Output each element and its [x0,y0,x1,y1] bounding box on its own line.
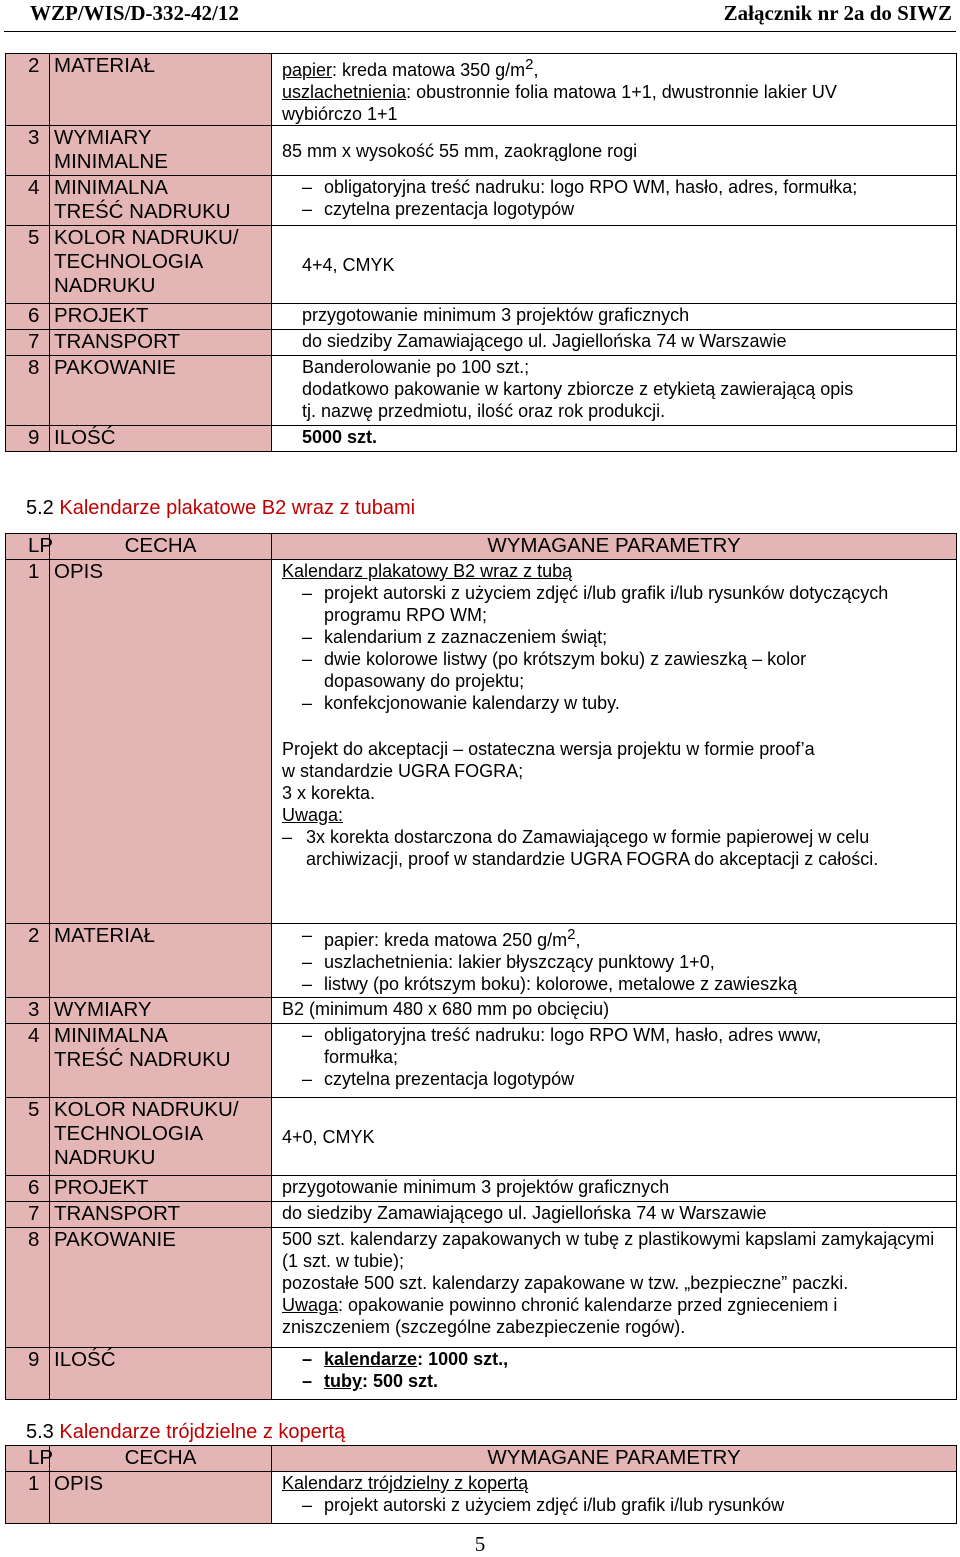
list-item: – 3x korekta dostarczona do Zamawiającego w formie papierowej w celu archiwizacji, proof w standardzie UGRA FOGRA do akceptacji z całości. [282,826,906,870]
paper-value: : kreda matowa 350 g/m [332,60,526,80]
section-title-5-2 [26,497,415,520]
note-text: : opakowanie powinno chronić kalendarze przed zgnieceniem i zniszczeniem (szczególne zabezpieczenie rogów). [282,1295,838,1337]
list-item: – uszlachetnienia: lakier błyszczący punktowy 1+0, [302,951,956,973]
row-feature [50,126,272,176]
table-row [6,924,957,998]
feature-line: WYMIARY [54,126,152,149]
feature-line: TREŚĆ NADRUKU [54,1048,231,1071]
table-row [6,1228,957,1348]
row-params: do siedziby Zamawiającego ul. Jagiellońska 74 w Warszawie [272,330,957,356]
row-feature: ILOŚĆ [50,1348,272,1400]
param-line: tj. nazwę przedmiotu, ilość oraz rok produkcji. [302,401,666,421]
list-item: – dwie kolorowe listwy (po krótszym boku) z zawieszką – kolor dopasowany do projektu; [302,648,906,692]
param-line: 500 szt. kalendarzy zapakowanych w tubę z plastikowymi kapslami zamykającymi (1 szt. w tubie); [282,1229,935,1271]
row-lp: 3 [6,126,50,176]
table-row [6,560,957,924]
column-header-feature: CECHA [50,1446,272,1472]
row-lp: 6 [6,304,50,330]
product-title: Kalendarz trójdzielny z kopertą [282,1473,529,1493]
list-item: – projekt autorski z użyciem zdjęć i/lub grafik i/lub rysunków dotyczących programu RPO WM; [302,582,906,626]
row-feature [50,176,272,226]
row-params [272,1348,957,1400]
section-number: 5.2 [26,497,54,519]
row-lp: 4 [6,1024,50,1098]
column-header-lp: LP [6,534,50,560]
row-params: 85 mm x wysokość 55 mm, zaokrąglone rogi [272,126,957,176]
row-feature: TRANSPORT [50,330,272,356]
document-reference: WZP/WIS/D-332-42/12 [30,1,239,25]
paper-value: papier: kreda matowa 250 g/m [324,930,568,950]
list-item: – kalendarium z zaznaczeniem świąt; [302,626,906,648]
row-params [272,1024,957,1098]
row-feature: PROJEKT [50,304,272,330]
row-feature: PROJEKT [50,1176,272,1202]
table-row [6,998,957,1024]
row-feature: PAKOWANIE [50,1228,272,1348]
attachment-label: Załącznik nr 2a do SIWZ [723,1,952,25]
table-row [6,176,957,226]
table-row [6,54,957,126]
column-header-params: WYMAGANE PARAMETRY [272,1446,957,1472]
row-lp: 9 [6,426,50,452]
table-row [6,1348,957,1400]
table-row [6,304,957,330]
row-feature: MATERIAŁ [50,924,272,998]
quantity-value: : 1000 szt., [417,1349,509,1369]
row-lp: 2 [6,54,50,126]
finish-label: uszlachetnienia [282,82,407,102]
spec-table-triple-calendars [5,1445,957,1524]
row-feature: OPIS [50,560,272,924]
row-lp: 5 [6,226,50,304]
list-item: – projekt autorski z użyciem zdjęć i/lub grafik i/lub rysunków [302,1494,956,1516]
quantity-label: tuby [324,1371,362,1391]
param-line: w standardzie UGRA FOGRA; [282,761,524,781]
finish-value: : obustronnie folia matowa 1+1, dwustronnie lakier UV [406,82,837,102]
row-lp: 8 [6,1228,50,1348]
feature-line: MINIMALNE [54,150,168,173]
row-lp: 1 [6,1472,50,1524]
row-lp: 3 [6,998,50,1024]
spec-table-poster-calendars [5,533,957,1400]
row-params [272,54,957,126]
quantity-value: : 500 szt. [362,1371,439,1391]
row-lp: 6 [6,1176,50,1202]
table-row [6,1472,957,1524]
row-feature: WYMIARY [50,998,272,1024]
quantity-label: kalendarze [324,1349,418,1369]
spec-table-business-cards [5,53,957,452]
note-label: Uwaga: [282,805,344,825]
row-params [272,1228,957,1348]
param-line: pozostałe 500 szt. kalendarzy zapakowane w tzw. „bezpieczne” paczki. [282,1273,849,1293]
row-params [272,176,957,226]
row-params [272,1472,957,1524]
param-line: Projekt do akceptacji – ostateczna wersja projektu w formie proof’a [282,739,815,759]
list-item: – konfekcjonowanie kalendarzy w tuby. [302,692,906,714]
table-row [6,1098,957,1176]
list-item: – obligatoryjna treść nadruku: logo RPO WM, hasło, adres, formułka; [302,176,956,198]
table-row [6,1176,957,1202]
row-lp: 2 [6,924,50,998]
feature-line: TECHNOLOGIA [54,1122,204,1145]
finish-value-cont: wybiórczo 1+1 [282,104,398,124]
feature-line: TECHNOLOGIA [54,250,204,273]
param-line: 3 x korekta. [282,783,376,803]
section-name: Kalendarze plakatowe B2 wraz z tubami [53,497,416,519]
row-feature: OPIS [50,1472,272,1524]
feature-line: MINIMALNA [54,176,168,199]
table-header-row [6,534,957,560]
note-label: Uwaga [282,1295,339,1315]
table-row [6,356,957,426]
row-lp: 7 [6,330,50,356]
table-row [6,330,957,356]
punct: , [533,60,539,80]
header-rule [4,31,956,32]
product-title: Kalendarz plakatowy B2 wraz z tubą [282,561,573,581]
row-params: B2 (minimum 480 x 680 mm po obcięciu) [272,998,957,1024]
param-line: Banderolowanie po 100 szt.; [302,357,530,377]
section-title-5-3 [26,1421,345,1444]
list-item: – czytelna prezentacja logotypów [302,1068,896,1090]
section-number: 5.3 [26,1421,54,1443]
table-row [6,1024,957,1098]
row-params: 5000 szt. [272,426,957,452]
row-feature [50,226,272,304]
row-lp: 1 [6,560,50,924]
row-feature: ILOŚĆ [50,426,272,452]
superscript: 2 [567,926,576,943]
row-params: 4+4, CMYK [272,226,957,304]
row-lp: 8 [6,356,50,426]
row-params: do siedziby Zamawiającego ul. Jagiellońska 74 w Warszawie [272,1202,957,1228]
row-params [272,560,957,924]
column-header-lp: LP [6,1446,50,1472]
row-params [272,356,957,426]
table-header-row [6,1446,957,1472]
feature-line: NADRUKU [54,274,156,297]
page-header [0,0,960,28]
feature-line: NADRUKU [54,1146,156,1169]
row-params: 4+0, CMYK [272,1098,957,1176]
row-feature: TRANSPORT [50,1202,272,1228]
param-line: dodatkowo pakowanie w kartony zbiorcze z etykietą zawierającą opis [302,379,854,399]
table-row [6,426,957,452]
feature-line: KOLOR NADRUKU/ [54,226,239,249]
column-header-params: WYMAGANE PARAMETRY [272,534,957,560]
punct: , [575,930,581,950]
table-row [6,226,957,304]
row-feature: PAKOWANIE [50,356,272,426]
paper-label: papier [282,60,333,80]
list-item: – listwy (po krótszym boku): kolorowe, metalowe z zawieszką [302,973,956,995]
row-lp: 4 [6,176,50,226]
page-number: 5 [474,1532,486,1556]
list-item: – obligatoryjna treść nadruku: logo RPO WM, hasło, adres www, formułka; [302,1024,896,1068]
row-params [272,924,957,998]
row-lp: 9 [6,1348,50,1400]
list-item: – czytelna prezentacja logotypów [302,198,956,220]
section-name: Kalendarze trójdzielne z kopertą [53,1421,346,1443]
row-feature [50,1024,272,1098]
row-lp: 7 [6,1202,50,1228]
row-params: przygotowanie minimum 3 projektów graficznych [272,1176,957,1202]
feature-line: MINIMALNA [54,1024,168,1047]
feature-line: TREŚĆ NADRUKU [54,200,231,223]
row-feature: MATERIAŁ [50,54,272,126]
row-lp: 5 [6,1098,50,1176]
row-feature [50,1098,272,1176]
table-row [6,126,957,176]
table-row [6,1202,957,1228]
column-header-feature: CECHA [50,534,272,560]
superscript: 2 [525,56,534,73]
feature-line: KOLOR NADRUKU/ [54,1098,239,1121]
row-params: przygotowanie minimum 3 projektów graficznych [272,304,957,330]
